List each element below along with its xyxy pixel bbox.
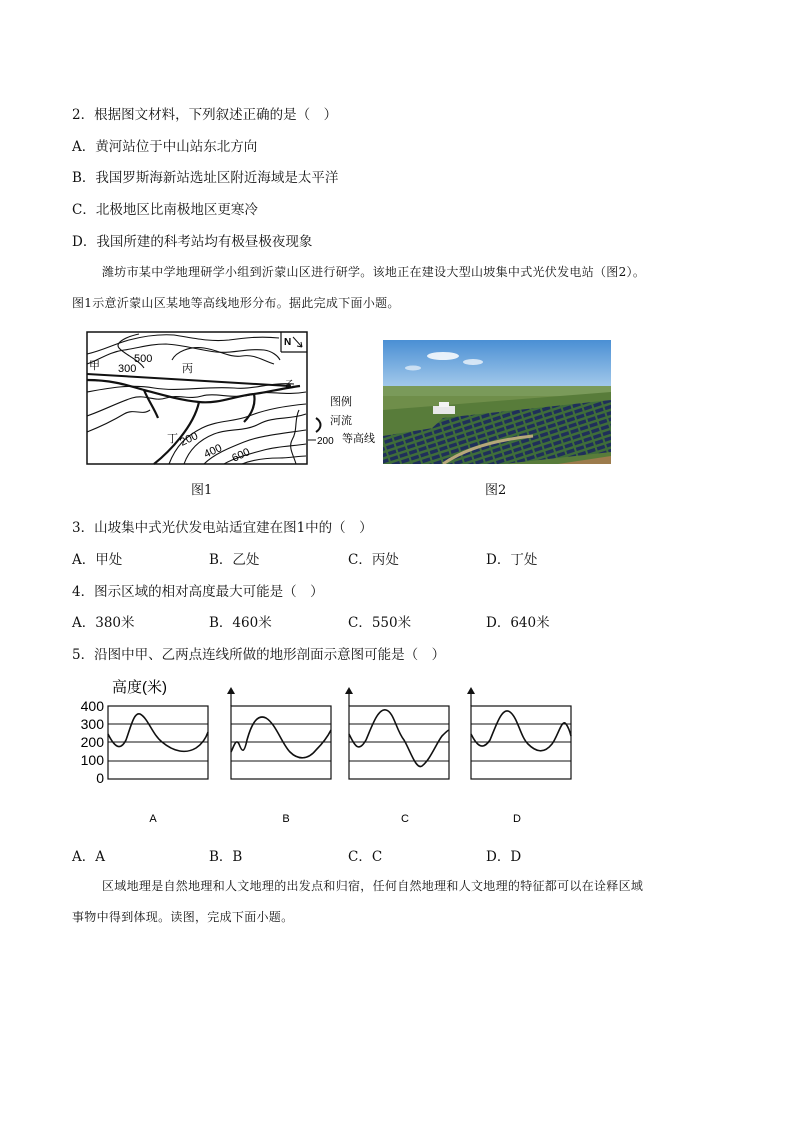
contour-label-500: 500 [134, 353, 153, 365]
map-legend [308, 394, 375, 447]
q2-option-b: B．我国罗斯海新站选址区附近海域是太平洋 [72, 170, 339, 186]
solar-plant-photo [383, 340, 611, 464]
q4-stem: 4．图示区域的相对高度最大可能是（ ） [72, 584, 324, 600]
panel-label-c: C [401, 813, 409, 825]
q3-option-c: C．丙处 [348, 552, 399, 568]
point-ding-label: 丁 [167, 433, 178, 445]
q3-option-a: A．甲处 [72, 552, 123, 568]
point-bing-label: 丙 [182, 363, 193, 375]
q4-option-d: D．640米 [486, 615, 550, 631]
q2-option-d: D．我国所建的科考站均有极昼极夜现象 [72, 234, 313, 250]
legend-contour-label: 等高线 [342, 433, 375, 445]
point-yi-label: 乙 [285, 379, 295, 389]
q2-option-c: C．北极地区比南极地区更寒冷 [72, 202, 258, 218]
contour-label-400: 400 [202, 442, 224, 461]
profile-y-ticks [81, 698, 105, 786]
panel-label-d: D [513, 813, 521, 825]
profile-ylabel: 高度(米) [112, 679, 167, 696]
q4-option-c: C．550米 [348, 615, 412, 631]
contour-label-200: 200 [178, 430, 200, 449]
ytick-0: 0 [96, 770, 104, 786]
ytick-200: 200 [80, 734, 104, 750]
y-axis-arrow-icon [227, 687, 235, 694]
material2-line2: 事物中得到体现。读图，完成下面小题。 [72, 910, 294, 924]
legend-river-symbol [316, 418, 321, 432]
contour-label-600: 600 [230, 446, 252, 465]
q2-option-a: A．黄河站位于中山站东北方向 [72, 139, 258, 155]
y-axis-arrow-icon [467, 687, 475, 694]
q2-stem: 2．根据图文材料，下列叙述正确的是（ ） [72, 107, 338, 123]
north-label: N [284, 337, 292, 348]
q4-option-a: A．380米 [72, 615, 135, 631]
legend-river-label: 河流 [330, 415, 352, 427]
q5-option-a: A．A [72, 849, 105, 865]
contour-label-300: 300 [118, 363, 137, 375]
ytick-300: 300 [80, 716, 104, 732]
figure1-caption: 图1 [191, 483, 213, 498]
point-jia-label: 甲 [89, 360, 100, 372]
profile-panel-b [227, 687, 331, 825]
q3-option-b: B．乙处 [209, 552, 260, 568]
q5-stem: 5．沿图中甲、乙两点连线所做的地形剖面示意图可能是（ ） [72, 647, 446, 663]
material1-line2: 图1示意沂蒙山区某地等高线地形分布。据此完成下面小题。 [72, 296, 400, 310]
terrain-profile-figure [76, 674, 576, 828]
profile-panel-c [345, 687, 449, 825]
profile-panel-d [467, 687, 571, 825]
q5-option-c: C．C [348, 849, 383, 865]
material2-line1: 区域地理是自然地理和人文地理的出发点和归宿，任何自然地理和人文地理的特征都可以在诠释区域 [102, 879, 644, 893]
material1-line1: 潍坊市某中学地理研学小组到沂蒙山区进行研学。该地正在建设大型山坡集中式光伏发电站（图2）。 [102, 265, 646, 279]
ytick-400: 400 [80, 698, 104, 714]
q4-option-b: B．460米 [209, 615, 272, 631]
y-axis-arrow-icon [345, 687, 353, 694]
profile-panel-a [108, 706, 208, 825]
q5-option-b: B．B [209, 849, 243, 865]
q3-option-d: D．丁处 [486, 552, 538, 568]
panel-label-b: B [282, 813, 290, 825]
panel-label-a: A [149, 813, 157, 825]
figure2-caption: 图2 [485, 483, 507, 498]
q5-option-d: D．D [486, 849, 522, 865]
q3-stem: 3．山坡集中式光伏发电站适宜建在图1中的（ ） [72, 520, 373, 536]
contour-map-figure [84, 330, 384, 466]
legend-title: 图例 [330, 396, 352, 408]
ytick-100: 100 [80, 752, 104, 768]
legend-contour-value: 200 [317, 436, 334, 447]
